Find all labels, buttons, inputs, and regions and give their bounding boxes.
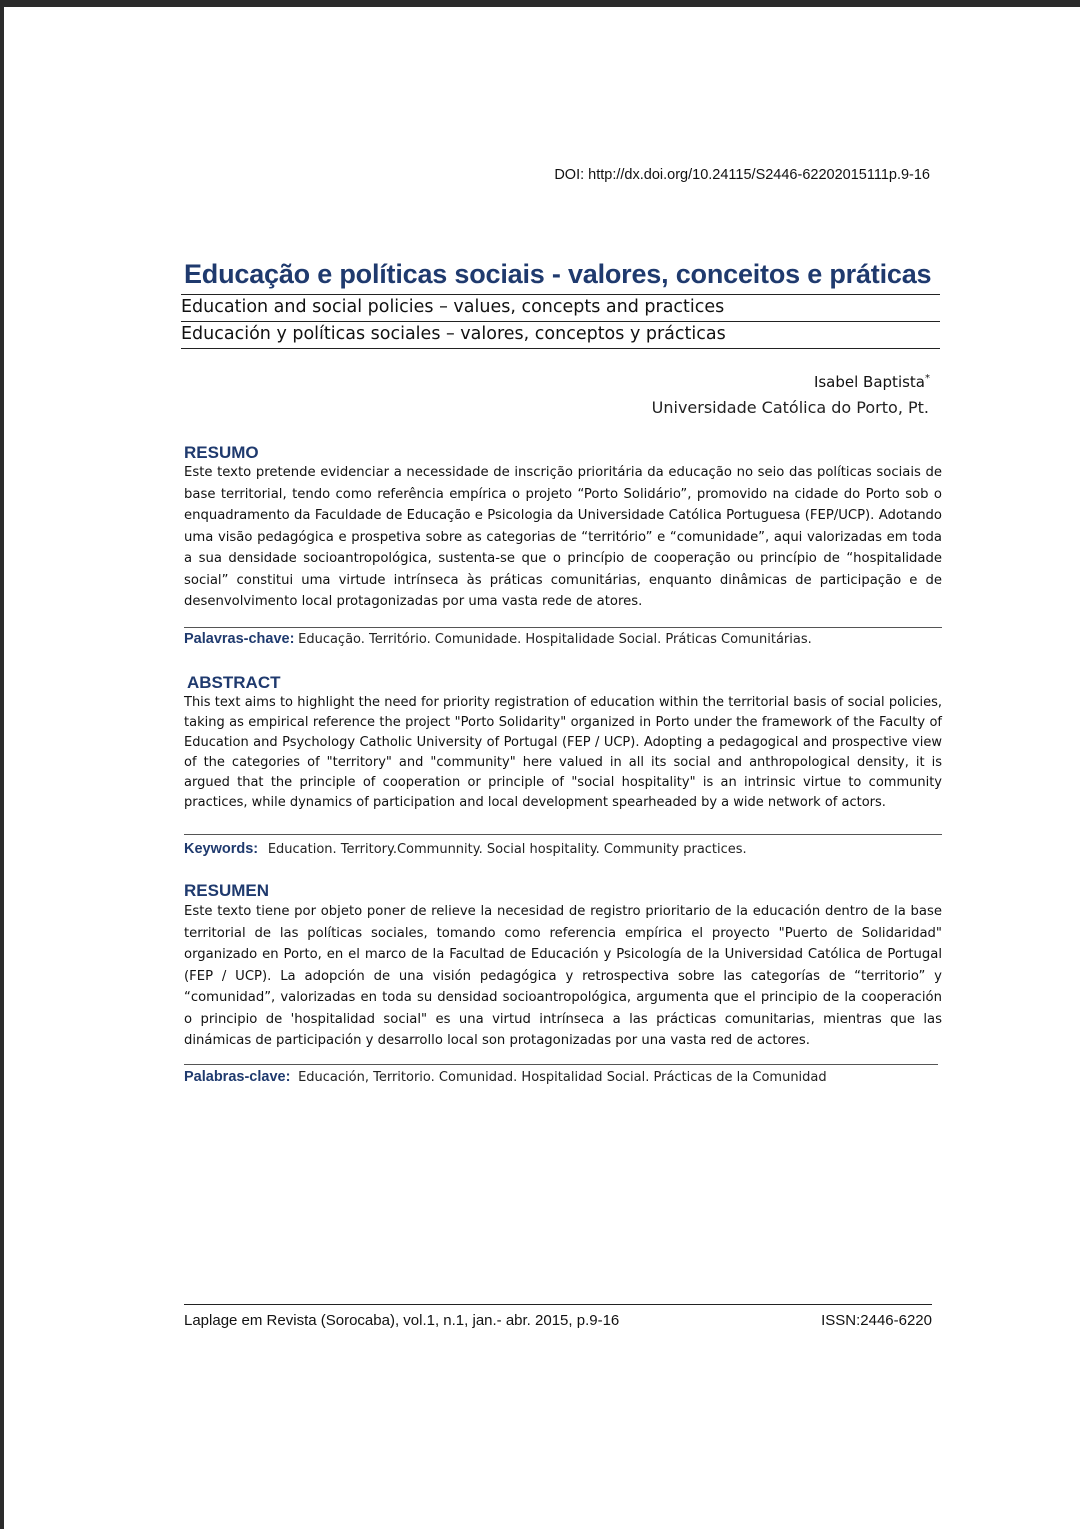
abstract-keywords <box>184 841 747 857</box>
resumo-heading: RESUMO <box>184 443 259 462</box>
keywords-label: Palabras-clave: <box>184 1069 291 1085</box>
keywords-text: Educação. Território. Comunidade. Hospitalidade Social. Práticas Comunitárias. <box>298 632 812 647</box>
resumo-text: Este texto pretende evidenciar a necessidade de inscrição prioritária da educação no seio das políticas sociais de base territorial, tendo como referência empírica o projeto “Porto Solidário”, promovido na cidade do Porto sob o enquadramento da Faculdade de Educação e Psicologia da Universidade Católica Portuguesa (FEP/UCP). Adotando uma visão pedagógica e prospetiva sobre as categorias de “território” e “comunidade”, aqui valorizadas em toda a sua densidade socioantropológica, sustenta-se que o princípio de cooperação ou princípio de “hospitalidade social” constitui uma virtude intrínseca às práticas comunitárias, enquanto dinâmicas de participação e de desenvolvimento local protagonizadas por uma vasta rede de atores. <box>184 465 942 609</box>
footer-rule <box>184 1304 932 1305</box>
resumen-text: Este texto tiene por objeto poner de relieve la necesidad de registro prioritario de la educación dentro de la base territorial de las políticas sociales, tomando como referencia empírica el proyecto "Puerto de Solidaridad" organizado en Porto, en el marco de la Facultad de Educación y Psicología de la Universidad Católica de Portugal (FEP / UCP). La adopción de una visión pedagógica y retrospectiva sobre las categorías de “territorio” y “comunidad”, valorizadas en toda su densidad socioantropológica, argumenta que el principio de la cooperación o principio de 'hospitalidad social" es una virtud intrínseca a las prácticas comunitarias, mientras que las dinámicas de participación y desarrollo local son protagonizadas por una vasta red de actores. <box>184 904 942 1048</box>
author-marker: * <box>925 373 930 384</box>
resumen-rule <box>184 1064 938 1065</box>
author <box>814 373 930 391</box>
author-affiliation: Universidade Católica do Porto, Pt. <box>651 398 929 417</box>
viewer-frame-left <box>0 0 4 1529</box>
abstract-text: This text aims to highlight the need for priority registration of education within the territorial basis of social policies, taking as empirical reference the project "Porto Solidarity" organized in Porto under the framework of the Faculty of Education and Psychology Catholic University of Portugal (FEP / UCP). Adopting a pedagogical and prospective view of the categories of "territory" and "community" here valued in all its social and anthropological density, it is argued that the principle of cooperation or principle of "social hospitality" is an intrinsic virtue to community practices, while dynamics of participation and local development spearheaded by a wide network of actors. <box>184 695 942 810</box>
keywords-text: Educación, Territorio. Comunidad. Hospitalidad Social. Prácticas de la Comunidad <box>298 1070 827 1085</box>
viewer-frame-top <box>0 0 1080 7</box>
title-rule-3 <box>181 348 940 349</box>
title-rule-1 <box>181 294 940 295</box>
keywords-label: Keywords: <box>184 841 259 857</box>
keywords-label: Palavras-chave: <box>184 631 295 647</box>
abstract-heading: ABSTRACT <box>187 673 281 692</box>
abstract-rule <box>184 834 942 835</box>
footer-citation: Laplage em Revista (Sorocaba), vol.1, n.1, jan.- abr. 2015, p.9-16 <box>184 1312 620 1329</box>
resumen-heading: RESUMEN <box>184 881 270 900</box>
title-portuguese: Educação e políticas sociais - valores, conceitos e práticas <box>184 259 932 289</box>
author-name: Isabel Baptista <box>813 373 925 391</box>
resumen-keywords <box>184 1069 827 1085</box>
footer-issn: ISSN:2446-6220 <box>821 1312 932 1329</box>
title-rule-2 <box>181 321 940 322</box>
keywords-text: Education. Territory.Communnity. Social hospitality. Community practices. <box>267 842 747 857</box>
doi-line: DOI: http://dx.doi.org/10.24115/S2446-62202015111p.9-16 <box>554 167 930 183</box>
resumo-keywords <box>184 631 812 647</box>
title-spanish: Educación y políticas sociales – valores, conceptos y prácticas <box>181 324 726 344</box>
resumo-rule <box>184 627 942 628</box>
title-english: Education and social policies – values, concepts and practices <box>181 297 725 317</box>
